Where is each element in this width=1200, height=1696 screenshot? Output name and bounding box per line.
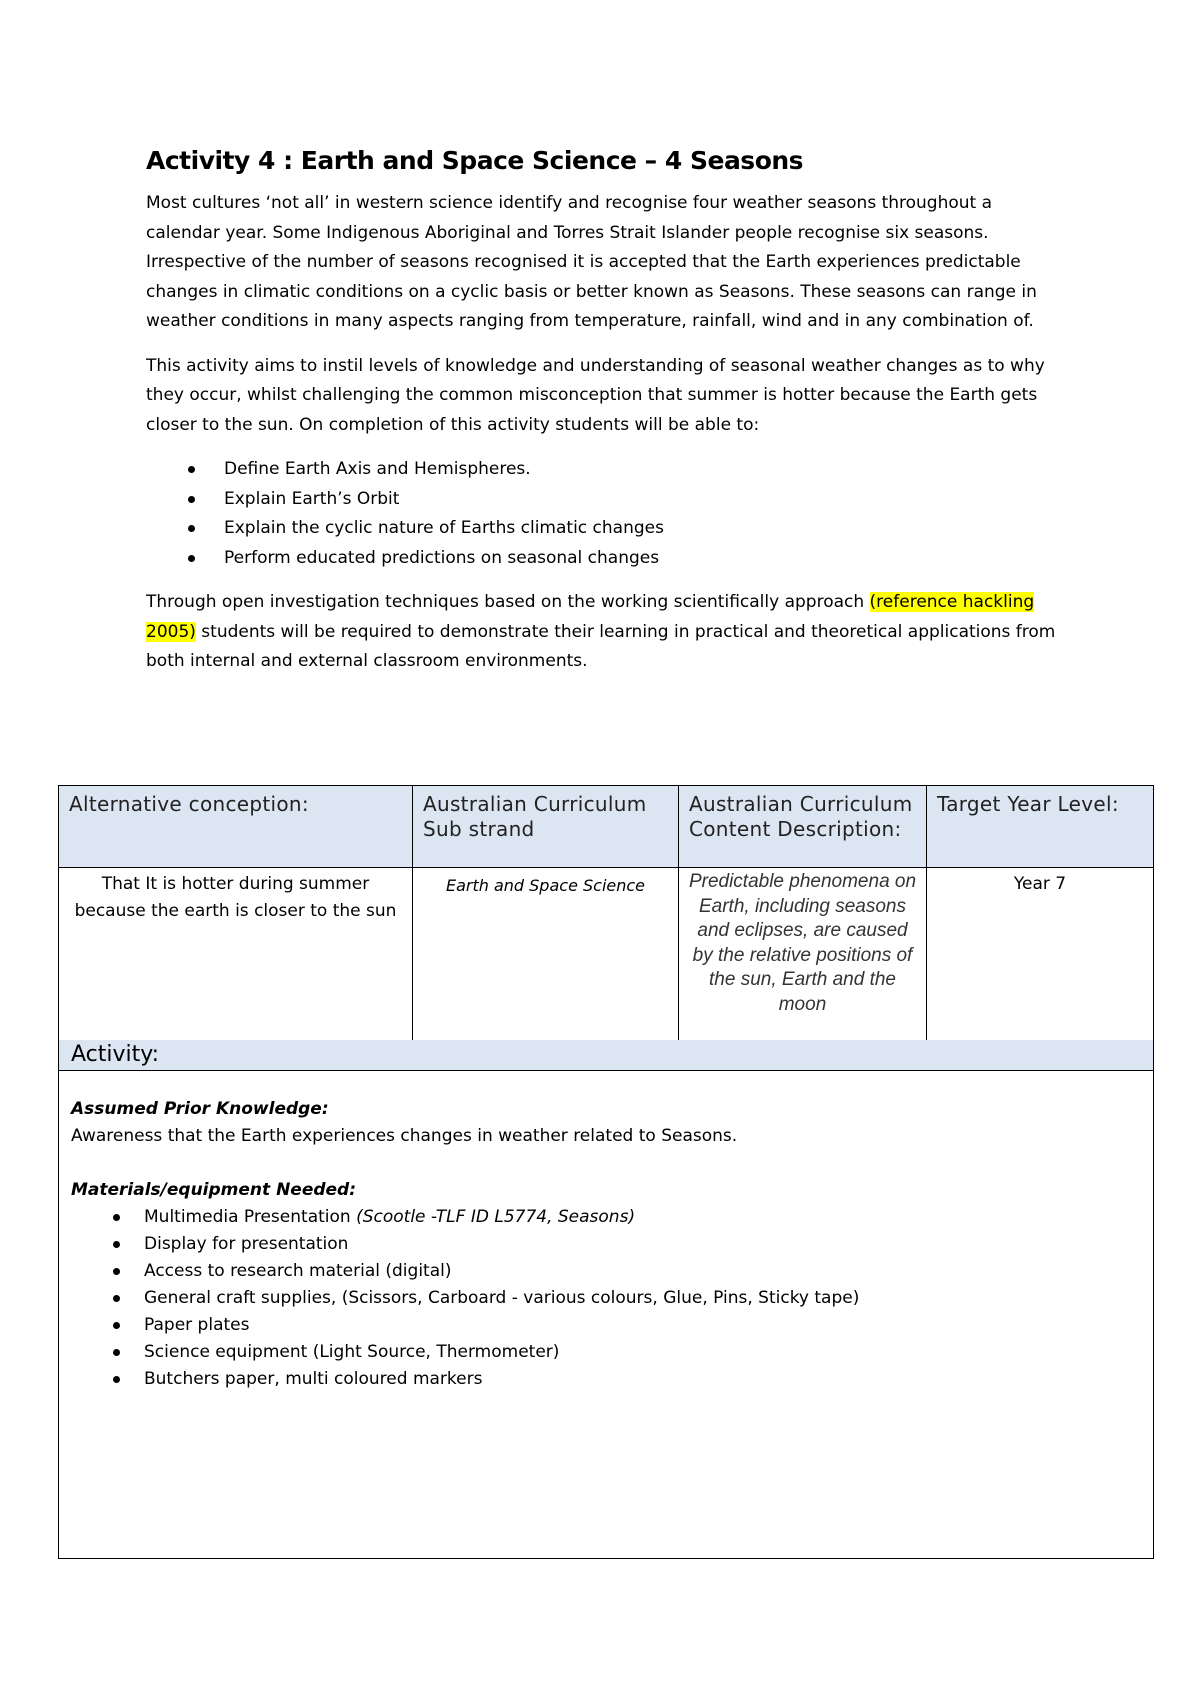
material-reference: (Scootle -TLF ID L5774, Seasons) [356, 1207, 636, 1227]
sub-strand-text: Earth and Space Science [445, 876, 646, 895]
document-body [146, 146, 1066, 692]
materials-list [71, 1204, 1131, 1393]
table-cell [679, 867, 927, 1040]
method-paragraph [146, 588, 1066, 677]
page-title: Activity 4 : Earth and Space Science – 4 Seasons [146, 146, 804, 175]
method-text-after: students will be required to demonstrate their learning in practical and theoretical applications from both internal and external classroom environments. [146, 621, 1056, 671]
header-cell [59, 786, 413, 867]
table-cell [927, 867, 1153, 1040]
list-item: Butchers paper, multi coloured markers [71, 1366, 1131, 1393]
prior-knowledge-heading: Assumed Prior Knowledge: [71, 1099, 329, 1119]
outcomes-list [146, 455, 1066, 573]
intro-paragraph: Most cultures ‘not all’ in western science identify and recognise four weather seasons throughout a calendar year. Some Indigenous Aboriginal and Torres Strait Islander people recognise six seasons. Irrespective of the number of seasons recognised it is accepted that the Earth experiences predictable changes in climatic conditions on a cyclic basis or better known as Seasons. These seasons can range in weather conditions in many aspects ranging from temperature, rainfall, wind and in any combination of. [146, 193, 1037, 331]
table-cell [413, 867, 679, 1040]
header-sub-strand: Australian Curriculum Sub strand [423, 792, 647, 841]
header-cell [927, 786, 1153, 867]
list-item: Explain Earth’s Orbit [146, 485, 1066, 515]
content-description-text: Predictable phenomena on Earth, including seasons and eclipses, are caused by the relative positions of the sun, Earth and the moon [688, 871, 917, 1015]
list-item: Science equipment (Light Source, Thermometer) [71, 1339, 1131, 1366]
material-text: Multimedia Presentation [144, 1207, 357, 1227]
header-cell [413, 786, 679, 867]
list-item: Access to research material (digital) [71, 1258, 1131, 1285]
aim-paragraph: This activity aims to instil levels of knowledge and understanding of seasonal weather changes as to why they occur, whilst challenging the common misconception that summer is hotter because the Earth gets closer to the sun. On completion of this activity students will be able to: [146, 355, 1045, 435]
activity-detail [59, 1070, 1153, 1558]
conception-text: That It is hotter during summer because the earth is closer to the sun [74, 874, 397, 921]
header-cell [679, 786, 927, 867]
header-alternative-conception: Alternative conception: [69, 792, 309, 816]
list-item: Paper plates [71, 1312, 1131, 1339]
table-row [59, 867, 1153, 1041]
header-target-year: Target Year Level: [937, 792, 1119, 816]
prior-knowledge-text: Awareness that the Earth experiences changes in weather related to Seasons. [71, 1126, 738, 1146]
activity-label-row [59, 1040, 1153, 1071]
list-item: Display for presentation [71, 1231, 1131, 1258]
year-level-text: Year 7 [1013, 874, 1067, 894]
header-content-description: Australian Curriculum Content Description: [689, 792, 913, 841]
table-cell [59, 867, 413, 1040]
activity-table [58, 785, 1154, 1559]
method-text-before: Through open investigation techniques based on the working scientifically approach [146, 592, 870, 612]
list-item: General craft supplies, (Scissors, Carboard - various colours, Glue, Pins, Sticky tape) [71, 1285, 1131, 1312]
materials-heading: Materials/equipment Needed: [71, 1180, 357, 1200]
list-item [71, 1204, 1131, 1231]
list-item: Perform educated predictions on seasonal changes [146, 544, 1066, 574]
list-item: Define Earth Axis and Hemispheres. [146, 455, 1066, 485]
reference-highlight: (reference hackling 2005) [146, 592, 1035, 642]
list-item: Explain the cyclic nature of Earths climatic changes [146, 514, 1066, 544]
activity-label: Activity: [71, 1042, 160, 1067]
table-header-row [59, 786, 1153, 868]
